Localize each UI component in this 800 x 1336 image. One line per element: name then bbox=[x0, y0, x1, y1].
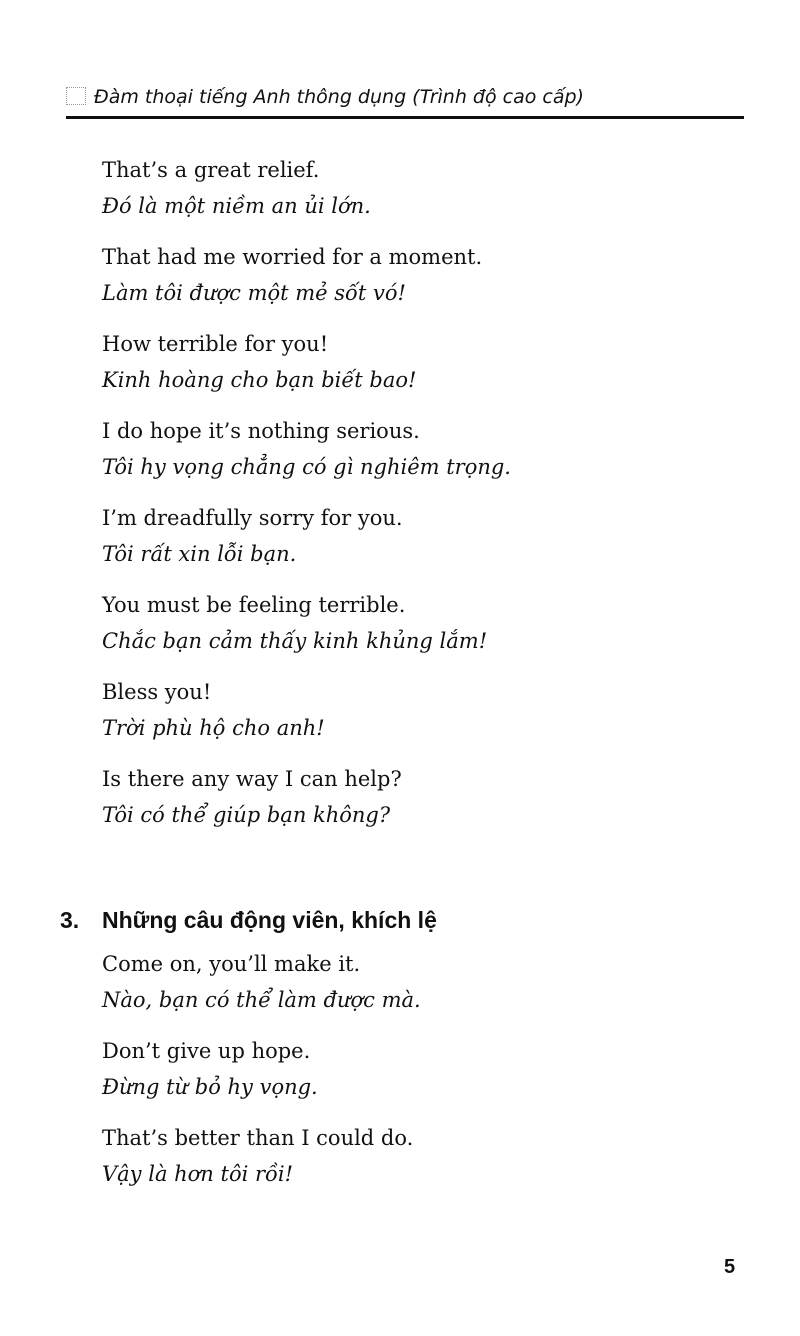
phrase-pair bbox=[102, 326, 742, 398]
english-phrase: Come on, you’ll make it. bbox=[102, 952, 361, 976]
english-phrase: I’m dreadfully sorry for you. bbox=[102, 506, 403, 530]
english-phrase: You must be feeling terrible. bbox=[102, 593, 406, 617]
english-phrase: That had me worried for a moment. bbox=[102, 245, 483, 269]
phrase-pair bbox=[102, 761, 742, 833]
section-phrase-list bbox=[102, 946, 421, 1207]
vietnamese-translation: Nào, bạn có thể làm được mà. bbox=[102, 988, 421, 1012]
vietnamese-translation: Tôi rất xin lỗi bạn. bbox=[102, 542, 297, 566]
vietnamese-translation: Kinh hoàng cho bạn biết bao! bbox=[102, 368, 417, 392]
section-heading bbox=[60, 902, 437, 938]
vietnamese-translation: Làm tôi được một mẻ sốt vó! bbox=[102, 281, 406, 305]
header-ornament-icon bbox=[66, 87, 86, 105]
phrase-pair bbox=[102, 500, 742, 572]
vietnamese-translation: Đó là một niềm an ủi lớn. bbox=[102, 194, 371, 218]
phrase-pair bbox=[102, 152, 742, 224]
vietnamese-translation: Chắc bạn cảm thấy kinh khủng lắm! bbox=[102, 629, 488, 653]
phrase-pair bbox=[102, 1120, 421, 1192]
vietnamese-translation: Tôi hy vọng chẳng có gì nghiêm trọng. bbox=[102, 455, 511, 479]
section-title: Những câu động viên, khích lệ bbox=[102, 907, 437, 933]
header-rule bbox=[66, 116, 744, 119]
header-title: Đàm thoại tiếng Anh thông dụng (Trình độ cao cấp) bbox=[94, 86, 584, 108]
page-number: 5 bbox=[724, 1256, 736, 1278]
vietnamese-translation: Tôi có thể giúp bạn không? bbox=[102, 803, 391, 827]
section-number: 3. bbox=[60, 907, 80, 933]
english-phrase: How terrible for you! bbox=[102, 332, 329, 356]
vietnamese-translation: Trời phù hộ cho anh! bbox=[102, 716, 325, 740]
phrase-pair bbox=[102, 1033, 421, 1105]
phrase-pair bbox=[102, 239, 742, 311]
running-header bbox=[66, 86, 744, 116]
english-phrase: Is there any way I can help? bbox=[102, 767, 402, 791]
english-phrase: That’s better than I could do. bbox=[102, 1126, 414, 1150]
vietnamese-translation: Đừng từ bỏ hy vọng. bbox=[102, 1075, 318, 1099]
phrase-pair bbox=[102, 413, 742, 485]
english-phrase: That’s a great relief. bbox=[102, 158, 320, 182]
english-phrase: Bless you! bbox=[102, 680, 212, 704]
english-phrase: I do hope it’s nothing serious. bbox=[102, 419, 420, 443]
phrase-list bbox=[102, 152, 742, 848]
vietnamese-translation: Vậy là hơn tôi rồi! bbox=[102, 1162, 294, 1186]
phrase-pair bbox=[102, 946, 421, 1018]
phrase-pair bbox=[102, 674, 742, 746]
english-phrase: Don’t give up hope. bbox=[102, 1039, 311, 1063]
phrase-pair bbox=[102, 587, 742, 659]
